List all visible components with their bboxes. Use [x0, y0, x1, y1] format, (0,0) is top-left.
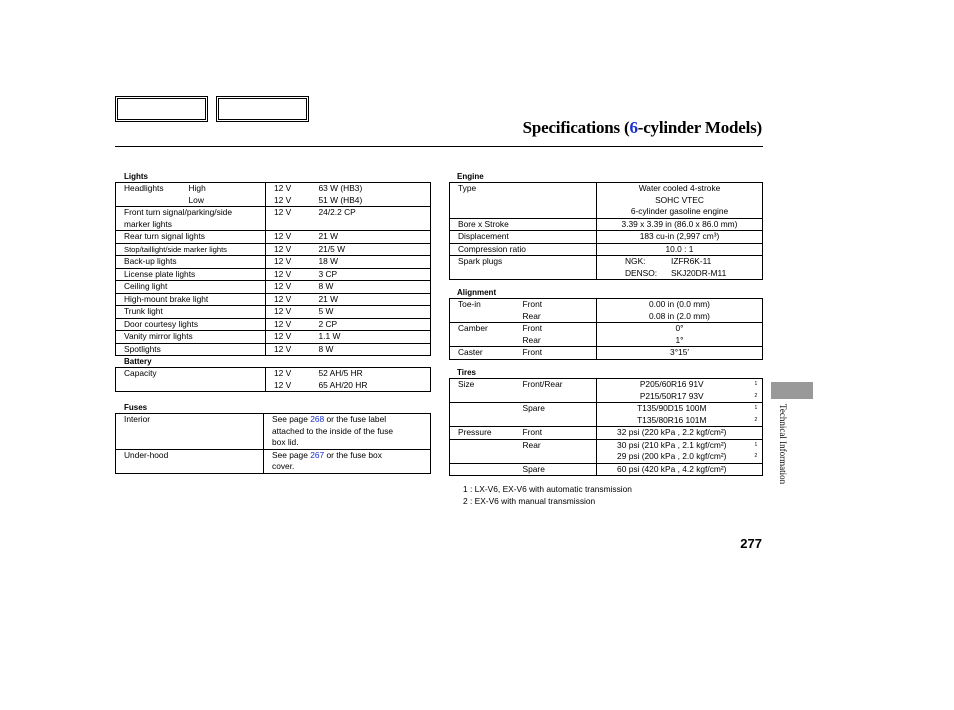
light-wattage: 5 W [311, 306, 431, 319]
light-wattage: 8 W [311, 281, 431, 294]
alignment-label: Caster [458, 347, 483, 357]
battery-heading: Battery [124, 357, 152, 366]
table-row [116, 306, 431, 319]
tires-table [449, 378, 763, 476]
table-row [450, 323, 763, 335]
battery-capacity: 52 AH/5 HR [318, 368, 363, 378]
table-row [450, 268, 763, 280]
table-row [116, 195, 431, 207]
table-row [116, 219, 431, 231]
alignment-value: 1° [597, 335, 763, 347]
light-name-line2: marker lights [116, 219, 266, 231]
alignment-label: Toe-in [458, 299, 481, 309]
light-wattage: 3 CP [311, 268, 431, 281]
fuse-desc-line: cover. [264, 461, 431, 473]
engine-type-label: Type [458, 183, 477, 193]
light-name [116, 195, 181, 207]
light-voltage: 12 V [266, 268, 311, 281]
tire-value: 60 psi (420 kPa , 4.2 kgf/cm²) [597, 463, 747, 476]
page-number: 277 [740, 536, 762, 551]
table-row [116, 461, 431, 473]
light-wattage: 51 W (HB4) [311, 195, 431, 207]
light-voltage: 12 V [266, 293, 311, 306]
light-voltage: 12 V [266, 256, 311, 269]
tire-pos [515, 391, 597, 403]
table-row [116, 268, 431, 281]
table-row [450, 451, 763, 463]
alignment-value: 3°15′ [597, 347, 763, 360]
table-row [116, 449, 431, 461]
alignment-table [449, 298, 763, 360]
spark-value [597, 256, 763, 268]
table-row [116, 293, 431, 306]
alignment-label [450, 335, 515, 347]
tire-value: T135/80R16 101M [597, 415, 747, 427]
engine-value: 3.39 x 3.39 in (86.0 x 86.0 mm) [597, 218, 763, 231]
alignment-label: Camber [458, 323, 488, 333]
footnote: 2 : EX-V6 with manual transmission [463, 496, 596, 506]
fuse-desc [264, 414, 431, 426]
fuse-desc-post: or the fuse label [324, 414, 387, 424]
table-row [450, 183, 763, 195]
light-name: Back-up lights [116, 256, 266, 269]
light-name: Ceiling light [116, 281, 266, 294]
light-wattage: 21/5 W [311, 243, 431, 256]
tire-pos: Front/Rear [522, 379, 563, 389]
fuses-heading: Fuses [124, 403, 148, 412]
light-name: Stop/taillight/side marker lights [116, 243, 266, 256]
lights-table [115, 182, 431, 356]
table-row [450, 403, 763, 415]
spark-part: SKJ20DR-M11 [671, 267, 727, 278]
battery-label: Capacity [124, 368, 157, 378]
page-link[interactable]: 268 [310, 414, 325, 424]
tire-size-label: Size [458, 379, 475, 389]
light-name: High-mount brake light [116, 293, 266, 306]
alignment-value: 0.00 in (0.0 mm) [597, 299, 763, 311]
table-row [116, 256, 431, 269]
tire-note [747, 463, 763, 476]
light-wattage: 8 W [318, 343, 334, 354]
footnote: 1 : LX-V6, EX-V6 with automatic transmission [463, 484, 632, 494]
spark-brand: NGK: [625, 256, 646, 266]
table-row [450, 427, 763, 440]
nav-box-right[interactable] [216, 96, 309, 122]
light-voltage: 12 V [266, 243, 311, 256]
table-row [450, 218, 763, 231]
alignment-pos: Front [522, 347, 543, 357]
title-number[interactable]: 6 [629, 118, 638, 137]
tire-pos: Spare [522, 463, 545, 474]
tire-pos: Spare [522, 403, 545, 413]
engine-label: Compression ratio [450, 243, 597, 256]
alignment-pos: Front [522, 323, 543, 333]
tire-note: 2 [747, 391, 763, 403]
fuse-desc-line: box lid. [264, 437, 431, 449]
light-name: Door courtesy lights [116, 318, 266, 331]
table-row [116, 426, 431, 438]
table-row [116, 331, 431, 344]
table-row [116, 318, 431, 331]
fuse-label: Interior [124, 414, 151, 424]
table-row [116, 231, 431, 244]
alignment-pos: Rear [515, 335, 597, 347]
table-row [116, 243, 431, 256]
table-row [450, 206, 763, 218]
table-row [116, 380, 431, 392]
battery-capacity: 65 AH/20 HR [318, 379, 368, 390]
engine-type-line: Water cooled 4-stroke [597, 183, 763, 195]
light-voltage: 12 V [266, 306, 311, 319]
table-row [450, 379, 763, 391]
light-name: Front turn signal/parking/side [124, 207, 232, 217]
engine-type-line: SOHC VTEC [597, 195, 763, 207]
fuse-desc-pre: See page [272, 449, 311, 460]
light-voltage: 12 V [266, 343, 311, 356]
fuse-desc-post: or the fuse box [324, 449, 382, 460]
alignment-value: 0° [597, 323, 763, 335]
light-voltage: 12 V [266, 231, 311, 244]
alignment-pos: Front [522, 299, 543, 309]
tire-note: 2 [747, 415, 763, 427]
tire-value: 30 psi (210 kPa , 2.1 kgf/cm²) [597, 439, 747, 451]
engine-label: Displacement [450, 231, 597, 244]
tire-value: T135/90D15 100M [597, 403, 747, 415]
tires-heading: Tires [457, 368, 476, 377]
tire-value: 32 psi (220 kPa , 2.2 kgf/cm²) [597, 427, 747, 440]
light-voltage: 12 V [266, 281, 311, 294]
light-voltage: 12 V [266, 195, 311, 207]
light-wattage: 21 W [311, 231, 431, 244]
table-row [116, 343, 431, 356]
fuse-desc [264, 449, 431, 461]
light-wattage: 1.1 W [311, 331, 431, 344]
tire-note: 2 [747, 451, 763, 463]
spark-brand: DENSO: [625, 267, 658, 278]
section-label: Technical Information [778, 404, 788, 485]
engine-table [449, 182, 763, 280]
tire-pos [515, 451, 597, 463]
title-prefix: Specifications ( [522, 118, 630, 137]
table-row [450, 439, 763, 451]
alignment-pos: Rear [515, 311, 597, 323]
alignment-label [450, 311, 515, 323]
battery-voltage: 12 V [266, 368, 311, 380]
tire-note: 1 [754, 405, 758, 411]
engine-value: 183 cu-in (2,997 cm³) [597, 231, 763, 244]
light-wattage: 18 W [311, 256, 431, 269]
table-row [116, 437, 431, 449]
table-row [450, 335, 763, 347]
table-row [450, 299, 763, 311]
alignment-value: 0.08 in (2.0 mm) [597, 311, 763, 323]
light-name: Headlights [124, 183, 164, 193]
light-voltage: 12 V [266, 183, 311, 195]
table-row [450, 256, 763, 268]
table-row [450, 391, 763, 403]
battery-voltage: 12 V [266, 380, 311, 392]
tire-value: P215/50R17 93V [597, 391, 747, 403]
lights-heading: Lights [124, 172, 148, 181]
page-link[interactable]: 267 [310, 449, 325, 460]
battery-table [115, 367, 431, 392]
tire-pos [515, 415, 597, 427]
tire-pressure-label: Pressure [450, 427, 515, 440]
light-voltage: 12 V [266, 331, 311, 344]
engine-label: Bore x Stroke [450, 218, 597, 231]
light-name: Rear turn signal lights [116, 231, 266, 244]
spark-value [597, 268, 763, 280]
light-wattage: 21 W [311, 293, 431, 306]
table-row [116, 368, 431, 380]
tire-pos: Front [515, 427, 597, 440]
light-sub: Low [181, 195, 266, 207]
table-row [116, 414, 431, 426]
tire-note: 1 [754, 441, 758, 448]
table-row [450, 463, 763, 476]
spark-label: Spark plugs [458, 256, 503, 266]
engine-heading: Engine [457, 172, 484, 181]
table-row [450, 347, 763, 360]
page-title [300, 118, 762, 138]
light-sub: High [188, 183, 206, 193]
fuse-label: Under-hood [124, 449, 169, 460]
section-tab[interactable] [771, 382, 813, 399]
table-row [450, 311, 763, 323]
light-name: License plate lights [116, 268, 266, 281]
engine-type-line: 6-cylinder gasoline engine [597, 206, 763, 218]
tire-note: 1 [754, 381, 758, 387]
table-row [116, 281, 431, 294]
light-name: Spotlights [124, 343, 161, 354]
tire-pos: Rear [522, 439, 541, 450]
nav-box-left[interactable] [115, 96, 208, 122]
table-row [116, 183, 431, 195]
light-wattage: 2 CP [311, 318, 431, 331]
spark-part: IZFR6K-11 [671, 256, 712, 266]
table-row [116, 207, 431, 219]
fuse-desc-line: attached to the inside of the fuse [264, 426, 431, 438]
title-rule [115, 146, 763, 147]
light-name: Trunk light [116, 306, 266, 319]
engine-value: 10.0 : 1 [597, 243, 763, 256]
light-voltage: 12 V [266, 318, 311, 331]
tire-value: P205/60R16 91V [597, 379, 747, 391]
table-row [450, 243, 763, 256]
title-suffix: -cylinder Models) [637, 118, 762, 137]
light-name: Vanity mirror lights [116, 331, 266, 344]
fuse-desc-pre: See page [272, 414, 311, 424]
table-row [450, 195, 763, 207]
alignment-heading: Alignment [457, 288, 497, 297]
fuses-table [115, 413, 431, 474]
table-row [450, 415, 763, 427]
tire-value: 29 psi (200 kPa , 2.0 kgf/cm²) [597, 451, 747, 463]
light-voltage: 12 V [266, 207, 311, 219]
table-row [450, 231, 763, 244]
tire-note [747, 427, 763, 440]
light-wattage: 63 W (HB3) [318, 183, 363, 193]
light-wattage: 24/2.2 CP [318, 207, 356, 217]
